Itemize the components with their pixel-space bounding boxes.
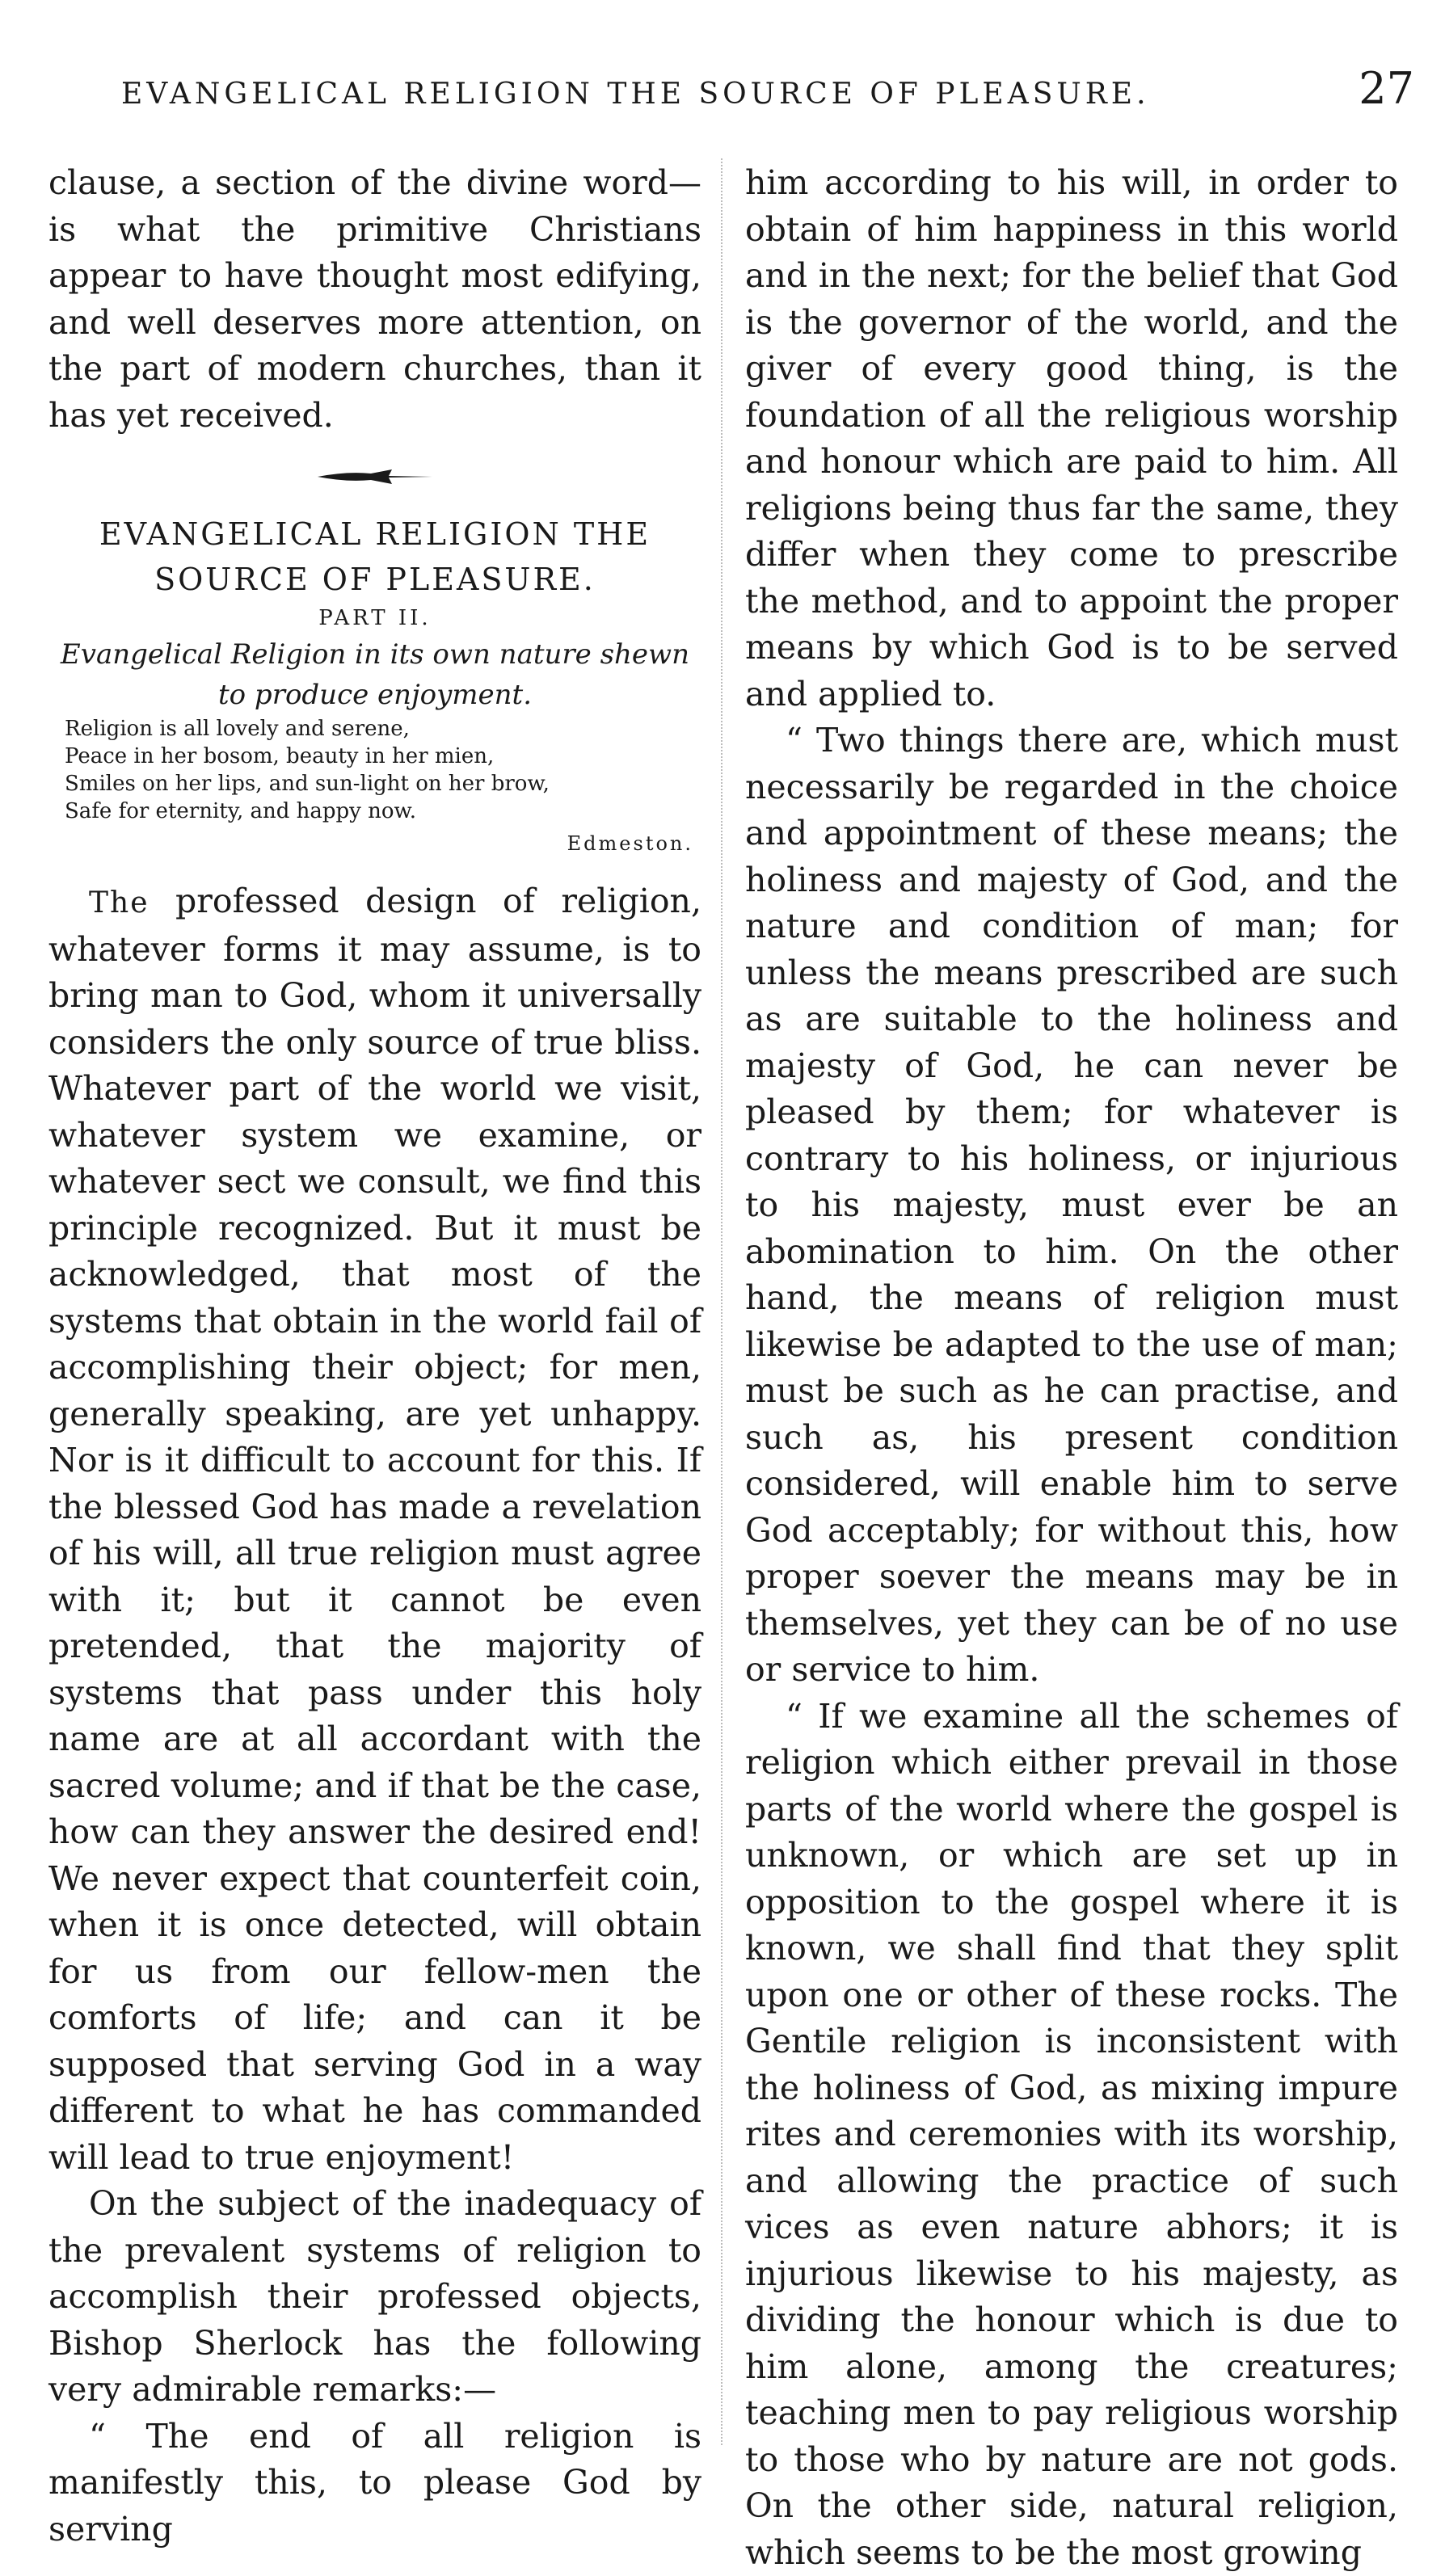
running-title: EVANGELICAL RELIGION THE SOURCE OF PLEASURE. [121,78,1150,111]
part-label: PART II. [48,602,701,634]
opening-paragraph: clause, a section of the divine word—is what the primitive Christians appear to have thought most edifying, and well deserves more attention, on the part of modern churches, than it has yet received. [48,160,701,439]
left-column [48,160,701,2553]
subtitle-line-1: Evangelical Religion in its own nature shewn [61,638,689,671]
body-paragraph-4: “ Two things there are, which must necessarily be regarded in the choice and appointment of these means; the holiness and majesty of God, and the nature and condition of man; for unless the means prescribed are such as are suitable to the holiness and majesty of God, he can never be pleased by them; for whatever is contrary to his holiness, or injurious to his majesty, must ever be an abomination to him. On the other hand, the means of religion must likewise be adapted to the use of man; must be such as he can practise, and such as, his present condition considered, will enable him to serve God acceptably; for without this, how proper soever the means may be in themselves, yet they can be of no use or service to him. [745,718,1398,1694]
paragraph-text: professed design of religion, whatever forms it may assume, is to bring man to God, whom it universally considers the only source of true bliss. Whatever part of the world we visit, whatever system we examine, or whatever sect we consult, we find this principle recognized. But it must be acknowledged, that most of the systems that obtain in the world fail of accomplishing their object; for men, generally speaking, are yet unhappy. Nor is it difficult to account for this. If the blessed God has made a revelation of his will, all true religion must agree with it; but it cannot be even pretended, that the majority of systems that pass under this holy name are at all accordant with the sacred volume; and if that be the case, how can they answer the desired end! We never expect that counterfeit coin, when it is once detected, will obtain for us from our fellow-men the comforts of life; and can it be supposed that serving God in a way different to what he has commanded will lead to true enjoyment! [48,882,701,2177]
section-divider-ornament [314,466,436,487]
section-title-line-2: SOURCE OF PLEASURE. [48,557,701,602]
right-column [745,160,1398,2576]
body-paragraph-2: On the subject of the inadequacy of the prevalent systems of religion to accomplish their professed objects, Bishop Sherlock has the following very admirable remarks:— [48,2181,701,2414]
epigraph-author: Edmeston. [65,830,693,857]
body-paragraph-3: “ The end of all religion is manifestly this, to please God by serving [48,2414,701,2553]
column-divider [721,158,722,2445]
section-title-line-1: EVANGELICAL RELIGION THE [48,511,701,557]
body-paragraph-1 [48,878,701,2181]
body-paragraph-5: “ If we examine all the schemes of religion which either prevail in those parts of the world where the gospel is unknown, or which are set up in opposition to the gospel where it is known, we shall find that they split upon one or other of these rocks. The Gentile religion is inconsistent with the holiness of God, as mixing impure rites and ceremonies with its worship, and allowing the practice of such vices as even nature abhors; it is injurious likewise to his majesty, as dividing the honour which is due to him alone, among the creatures; teaching men to pay religious worship to those who by nature are not gods. On the other side, natural religion, which seems to be the most growing [745,1694,1398,2576]
epigraph-line: Peace in her bosom, beauty in her mien, [65,743,701,770]
subtitle [48,634,701,715]
paragraph-lead-word: The [89,886,150,920]
epigraph-line: Smiles on her lips, and sun-light on her brow, [65,770,701,798]
epigraph-line: Safe for eternity, and happy now. [65,798,701,825]
page-number: 27 [1359,63,1414,114]
epigraph [65,715,701,857]
subtitle-line-2: to produce enjoyment. [218,679,532,711]
epigraph-line: Religion is all lovely and serene, [65,715,701,743]
running-head [121,63,1414,128]
body-paragraph-continued: him according to his will, in order to obtain of him happiness in this world and in the next; for the belief that God is the governor of the world, and the giver of every good thing, is the foundation of all the religious worship and honour which are paid to him. All religions being thus far the same, they differ when they come to prescribe the method, and to appoint the proper means by which God is to be served and applied to. [745,160,1398,718]
